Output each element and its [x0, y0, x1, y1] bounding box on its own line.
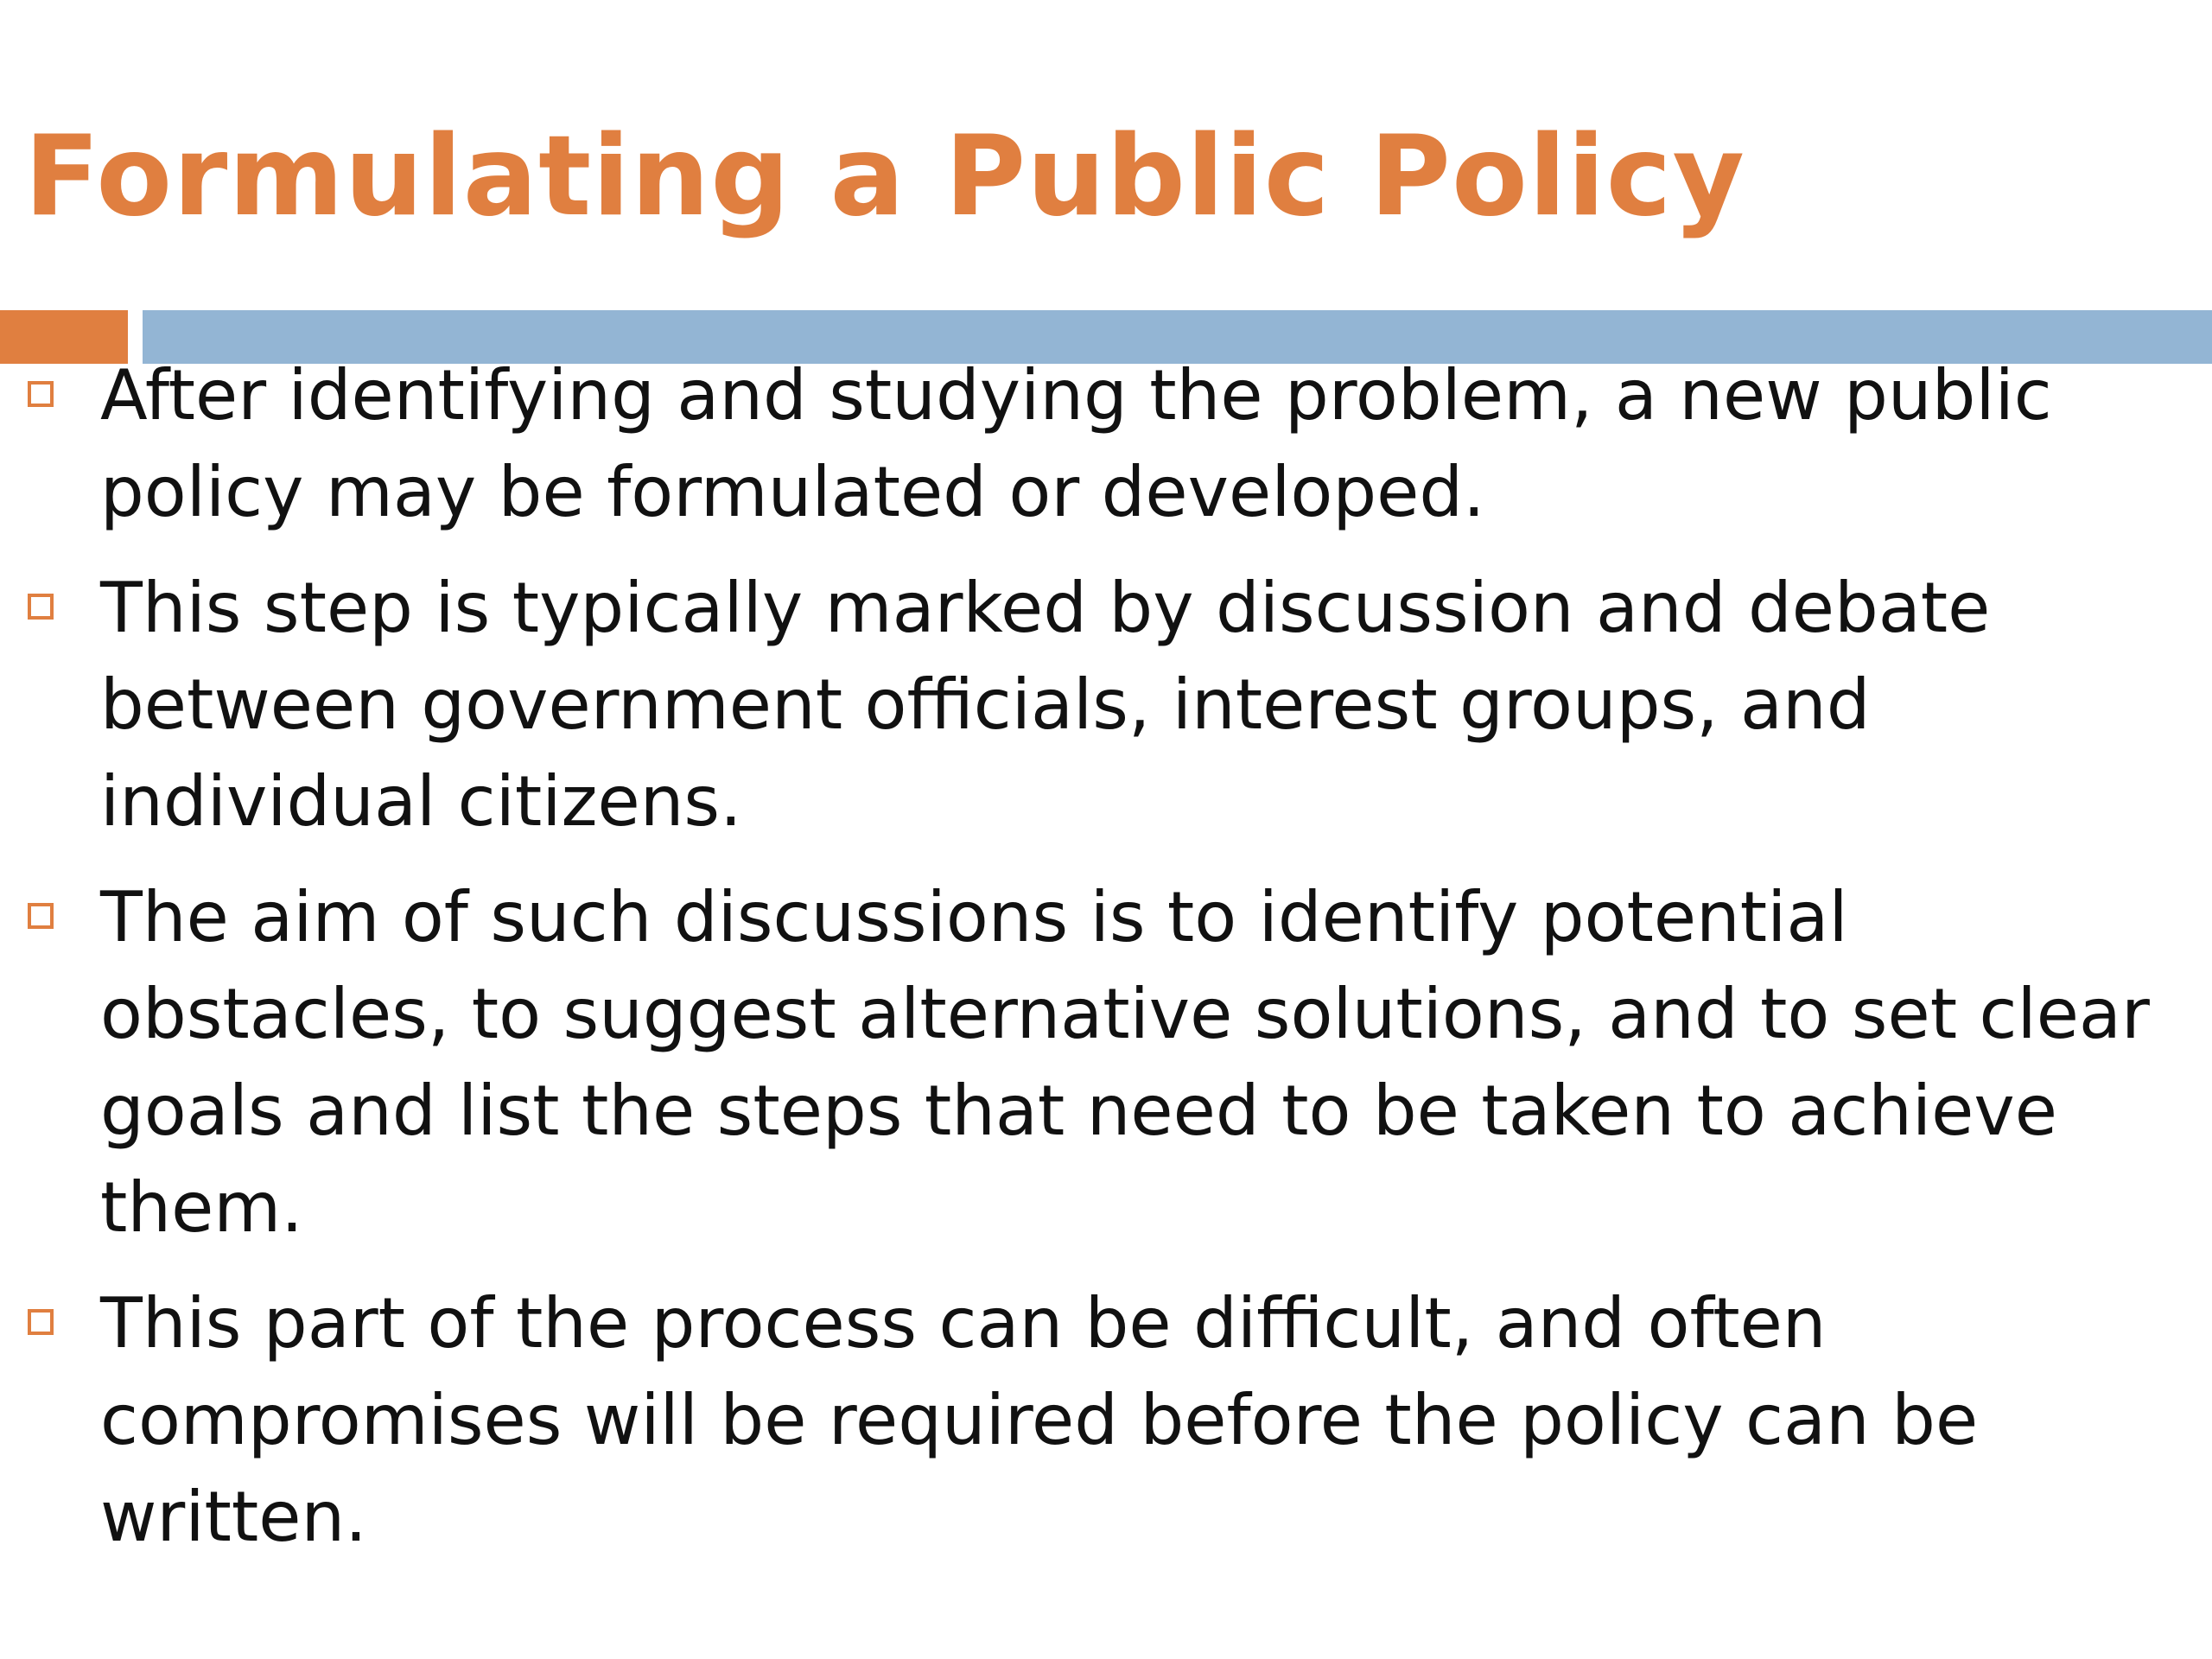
bullet-text: After identifying and studying the problem, a new public policy may be formulated or developed.: [100, 355, 2052, 532]
bullet-text: This part of the process can be difficult, and often compromises will be required before the policy can be written.: [100, 1283, 1979, 1557]
hollow-square-bullet-icon: [28, 594, 54, 620]
hollow-square-bullet-icon: [28, 381, 54, 407]
bullet-item: [0, 347, 2212, 541]
bullet-item: [0, 560, 2212, 850]
bullet-item: [0, 869, 2212, 1256]
bullet-text: This step is typically marked by discussion and debate between government officials, interest groups, and individual citizens.: [100, 568, 1991, 842]
bullet-list: [0, 347, 2212, 1585]
hollow-square-bullet-icon: [28, 1309, 54, 1335]
slide-title: Formulating a Public Policy: [24, 112, 1745, 241]
hollow-square-bullet-icon: [28, 903, 54, 929]
bullet-item: [0, 1275, 2212, 1566]
bullet-text: The aim of such discussions is to identify potential obstacles, to suggest alternative solutions, and to set clear goals and list the steps that need to be taken to achieve them.: [100, 877, 2150, 1248]
